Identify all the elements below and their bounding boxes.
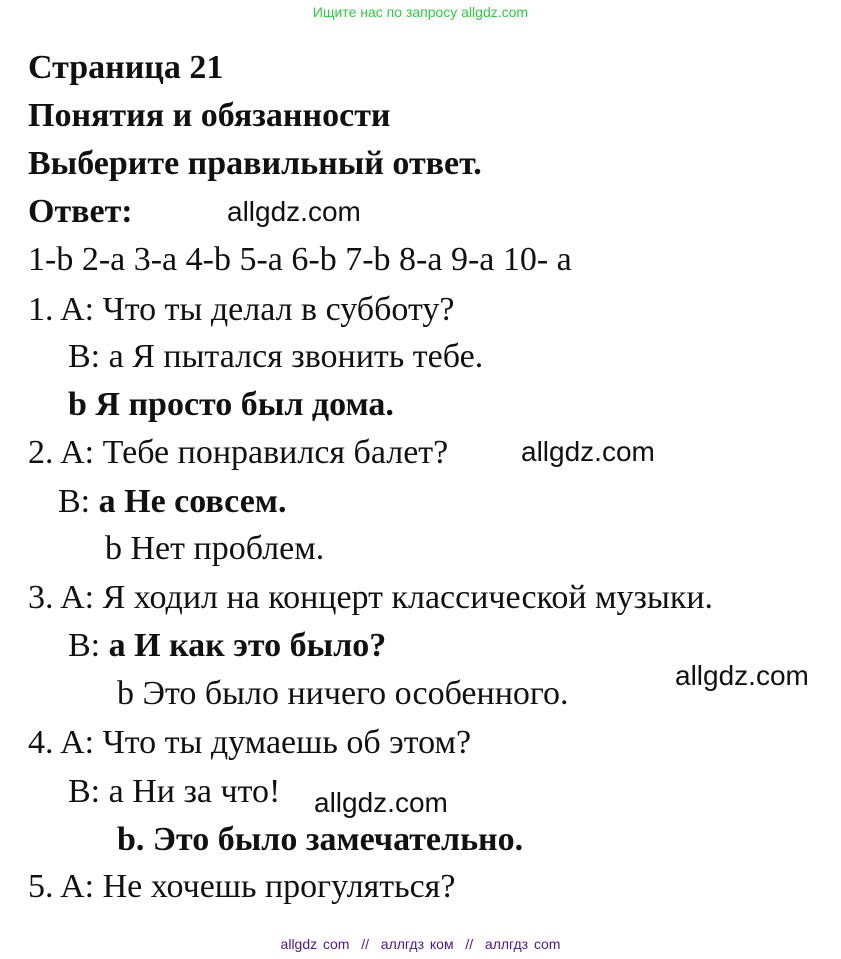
header-banner: Ищите нас по запросу allgdz.com <box>312 4 529 20</box>
question-3: 3. A: Я ходил на концерт классической музыки. <box>28 579 714 616</box>
option-2a <box>58 478 286 526</box>
option-2b: b Нет проблем. <box>105 530 325 567</box>
option-1a <box>68 333 483 381</box>
option-text: a Не совсем. <box>98 483 287 520</box>
watermark: allgdz.com <box>521 436 655 467</box>
watermark: allgdz.com <box>314 787 448 818</box>
section-title: Понятия и обязанности <box>28 97 391 134</box>
answer-key: 1-b 2-a 3-a 4-b 5-a 6-b 7-b 8-a 9-a 10- a <box>28 241 572 278</box>
question-2: 2. A: Тебе понравился балет? <box>28 434 449 471</box>
b-label: B: <box>68 773 109 810</box>
b-label: B: <box>68 627 109 664</box>
option-3a <box>68 622 386 670</box>
question-1: 1. A: Что ты делал в субботу? <box>28 291 455 328</box>
option-1b: b Я просто был дома. <box>68 386 394 423</box>
instruction: Выберите правильный ответ. <box>28 145 482 182</box>
option-4b: b. Это было замечательно. <box>117 821 524 858</box>
option-text: a Я пытался звонить тебе. <box>108 338 484 375</box>
option-text: a Ни за что! <box>108 773 281 810</box>
b-label: B: <box>68 338 109 375</box>
question-4: 4. A: Что ты думаешь об этом? <box>28 724 472 761</box>
option-4a <box>68 768 280 816</box>
footer: allgdz com // аллгдз ком // аллгдз com <box>280 936 561 952</box>
answer-label: Ответ: <box>28 193 133 230</box>
option-text: a И как это было? <box>108 627 387 664</box>
b-label: B: <box>58 483 99 520</box>
question-5: 5. A: Не хочешь прогуляться? <box>28 868 456 905</box>
page-title: Страница 21 <box>28 49 224 86</box>
watermark: allgdz.com <box>227 196 361 227</box>
option-3b: b Это было ничего особенного. <box>117 675 569 712</box>
watermark: allgdz.com <box>675 660 809 691</box>
